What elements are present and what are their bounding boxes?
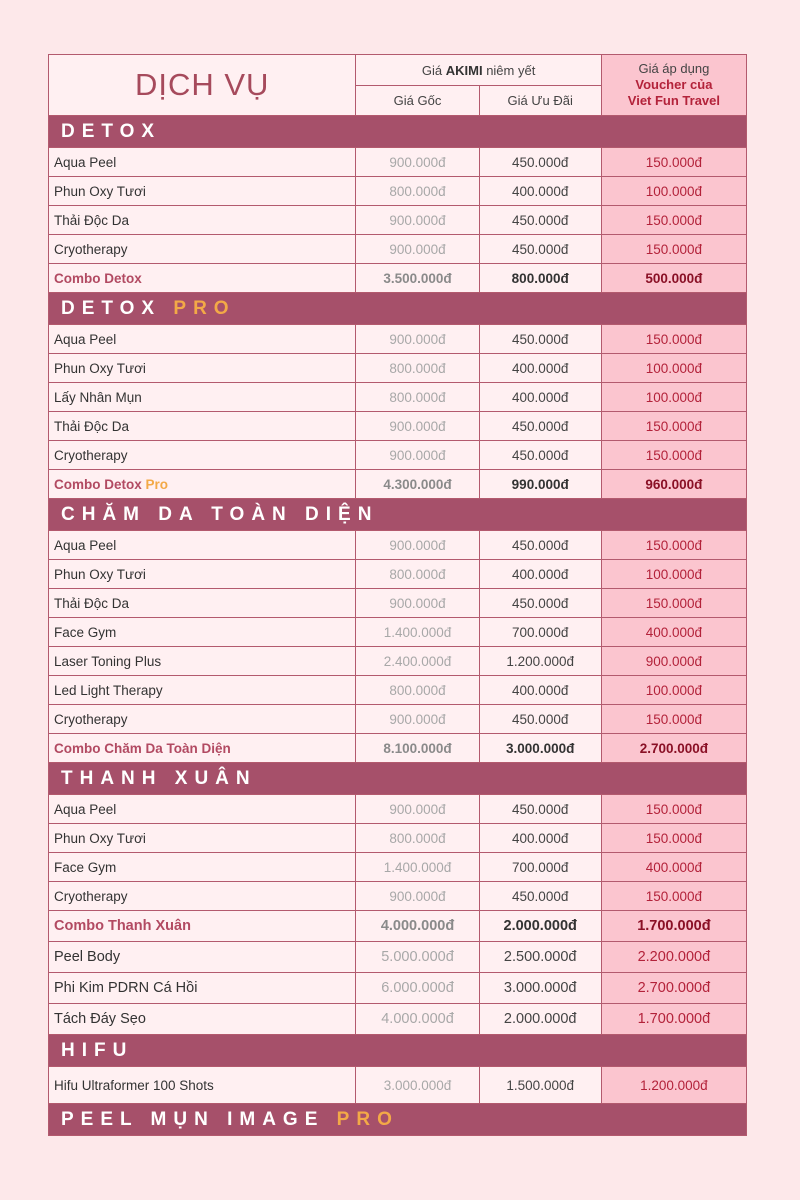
service-name: Thải Độc Da [49,412,356,441]
table-row [49,618,747,647]
table-row [49,942,747,973]
original-price: 900.000đ [356,412,479,441]
discount-price: 450.000đ [479,235,601,264]
voucher-price: 1.700.000đ [601,1004,746,1035]
service-name: Aqua Peel [49,148,356,177]
discount-price: 450.000đ [479,412,601,441]
table-row [49,795,747,824]
original-price: 900.000đ [356,795,479,824]
category-row [49,116,747,148]
service-name: Aqua Peel [49,325,356,354]
discount-price: 400.000đ [479,177,601,206]
table-row [49,354,747,383]
combo-original-price: 8.100.000đ [356,734,479,763]
discount-price: 400.000đ [479,560,601,589]
category-row [49,499,747,531]
voucher-price: 1.200.000đ [601,1067,746,1104]
original-price-header: Giá Gốc [356,86,479,116]
voucher-price: 150.000đ [601,589,746,618]
service-name: Thải Độc Da [49,206,356,235]
original-price: 800.000đ [356,824,479,853]
combo-voucher-price: 960.000đ [601,470,746,499]
original-price: 1.400.000đ [356,618,479,647]
original-price: 900.000đ [356,325,479,354]
table-row [49,531,747,560]
service-name: Aqua Peel [49,795,356,824]
service-name: Aqua Peel [49,531,356,560]
listed-price-group-header [356,55,601,86]
category-name: PEEL MỤN IMAGE [61,1108,337,1130]
combo-name-text: Combo Chăm Da Toàn Diện [54,740,231,756]
combo-discount-price: 2.000.000đ [479,911,601,942]
voucher-price: 150.000đ [601,148,746,177]
combo-original-price: 3.500.000đ [356,264,479,293]
table-row [49,882,747,911]
combo-row [49,734,747,763]
discount-price: 450.000đ [479,882,601,911]
discount-price: 450.000đ [479,206,601,235]
discount-price: 2.000.000đ [479,1004,601,1035]
table-row [49,824,747,853]
table-row [49,647,747,676]
service-name: Thải Độc Da [49,589,356,618]
table-row [49,1004,747,1035]
original-price: 800.000đ [356,354,479,383]
service-name: Phun Oxy Tươi [49,560,356,589]
category-name: THANH XUÂN [61,767,257,789]
service-name: Phun Oxy Tươi [49,354,356,383]
voucher-price: 100.000đ [601,676,746,705]
voucher-price: 150.000đ [601,531,746,560]
discount-price: 450.000đ [479,589,601,618]
category-name: DETOX [61,297,174,319]
table-header [49,55,747,116]
category-row [49,763,747,795]
combo-name [49,911,356,942]
combo-voucher-price: 500.000đ [601,264,746,293]
voucher-header-line2: Voucher của [635,77,713,92]
service-name: Tách Đáy Sẹo [49,1004,356,1035]
combo-name-text: Combo Thanh Xuân [54,918,191,934]
service-name: Face Gym [49,618,356,647]
voucher-price: 100.000đ [601,560,746,589]
combo-row [49,911,747,942]
discount-price: 450.000đ [479,148,601,177]
original-price: 3.000.000đ [356,1067,479,1104]
table-row [49,412,747,441]
original-price: 900.000đ [356,148,479,177]
discount-price: 2.500.000đ [479,942,601,973]
category-title [49,763,747,795]
original-price: 5.000.000đ [356,942,479,973]
voucher-price: 150.000đ [601,235,746,264]
original-price: 1.400.000đ [356,853,479,882]
table-title: DỊCH VỤ [49,55,356,116]
category-name: HIFU [61,1039,134,1061]
voucher-header-line1: Giá áp dụng [638,61,710,76]
service-name: Face Gym [49,853,356,882]
discount-price: 400.000đ [479,354,601,383]
discount-price: 450.000đ [479,795,601,824]
discount-price-header: Giá Ưu Đãi [479,86,601,116]
combo-row [49,264,747,293]
voucher-price: 150.000đ [601,325,746,354]
category-title [49,116,747,148]
table-row [49,325,747,354]
category-title [49,1104,747,1136]
table-row [49,1067,747,1104]
table-row [49,148,747,177]
service-name: Phun Oxy Tươi [49,177,356,206]
discount-price: 700.000đ [479,853,601,882]
voucher-price: 150.000đ [601,882,746,911]
original-price: 800.000đ [356,177,479,206]
brand-name: AKIMI [445,62,483,78]
table-row [49,853,747,882]
table-row [49,441,747,470]
service-name: Phun Oxy Tươi [49,824,356,853]
discount-price: 400.000đ [479,383,601,412]
discount-price: 450.000đ [479,325,601,354]
voucher-price: 150.000đ [601,705,746,734]
service-name: Cryotherapy [49,705,356,734]
original-price: 4.000.000đ [356,1004,479,1035]
discount-price: 400.000đ [479,824,601,853]
combo-row [49,470,747,499]
combo-name [49,470,356,499]
voucher-price: 2.700.000đ [601,973,746,1004]
original-price: 900.000đ [356,705,479,734]
discount-price: 450.000đ [479,531,601,560]
table-body [49,116,747,1136]
voucher-price: 100.000đ [601,354,746,383]
combo-name [49,264,356,293]
table-row [49,676,747,705]
combo-original-price: 4.000.000đ [356,911,479,942]
original-price: 900.000đ [356,206,479,235]
group-suffix: niêm yết [482,62,536,78]
original-price: 6.000.000đ [356,973,479,1004]
price-table [48,54,747,1136]
category-row [49,1104,747,1136]
category-title [49,293,747,325]
discount-price: 700.000đ [479,618,601,647]
discount-price: 1.200.000đ [479,647,601,676]
combo-voucher-price: 2.700.000đ [601,734,746,763]
combo-voucher-price: 1.700.000đ [601,911,746,942]
combo-discount-price: 990.000đ [479,470,601,499]
combo-discount-price: 3.000.000đ [479,734,601,763]
group-prefix: Giá [421,62,446,78]
voucher-price: 100.000đ [601,177,746,206]
original-price: 900.000đ [356,235,479,264]
original-price: 800.000đ [356,676,479,705]
original-price: 900.000đ [356,531,479,560]
service-name: Phi Kim PDRN Cá Hồi [49,973,356,1004]
voucher-price: 2.200.000đ [601,942,746,973]
category-highlight: PRO [336,1108,399,1130]
service-name: Hifu Ultraformer 100 Shots [49,1067,356,1104]
category-highlight: PRO [173,297,236,319]
voucher-price: 100.000đ [601,383,746,412]
voucher-header-line3: Viet Fun Travel [627,93,721,108]
category-name: DETOX [61,120,162,142]
discount-price: 400.000đ [479,676,601,705]
service-name: Cryotherapy [49,441,356,470]
voucher-price: 150.000đ [601,412,746,441]
voucher-price: 150.000đ [601,824,746,853]
service-name: Laser Toning Plus [49,647,356,676]
voucher-price-header [601,55,746,116]
category-title [49,499,747,531]
table-row [49,705,747,734]
combo-original-price: 4.300.000đ [356,470,479,499]
original-price: 900.000đ [356,441,479,470]
discount-price: 3.000.000đ [479,973,601,1004]
discount-price: 450.000đ [479,441,601,470]
table-row [49,235,747,264]
voucher-price: 400.000đ [601,853,746,882]
table-row [49,973,747,1004]
table-row [49,560,747,589]
category-row [49,1035,747,1067]
voucher-price: 150.000đ [601,441,746,470]
category-title [49,1035,747,1067]
voucher-price: 400.000đ [601,618,746,647]
combo-discount-price: 800.000đ [479,264,601,293]
category-row [49,293,747,325]
combo-name-text: Combo Detox [54,476,146,492]
original-price: 800.000đ [356,383,479,412]
service-name: Cryotherapy [49,882,356,911]
combo-name-text: Combo Detox [54,270,142,286]
original-price: 900.000đ [356,882,479,911]
service-name: Lấy Nhân Mụn [49,383,356,412]
service-name: Cryotherapy [49,235,356,264]
service-name: Peel Body [49,942,356,973]
table-row [49,383,747,412]
table-row [49,177,747,206]
discount-price: 450.000đ [479,705,601,734]
table-row [49,589,747,618]
original-price: 800.000đ [356,560,479,589]
service-name: Led Light Therapy [49,676,356,705]
discount-price: 1.500.000đ [479,1067,601,1104]
combo-name [49,734,356,763]
combo-name-highlight: Pro [145,476,169,492]
voucher-price: 150.000đ [601,795,746,824]
voucher-price: 150.000đ [601,206,746,235]
original-price: 2.400.000đ [356,647,479,676]
category-name: CHĂM DA TOÀN DIỆN [61,503,379,525]
voucher-price: 900.000đ [601,647,746,676]
table-row [49,206,747,235]
original-price: 900.000đ [356,589,479,618]
